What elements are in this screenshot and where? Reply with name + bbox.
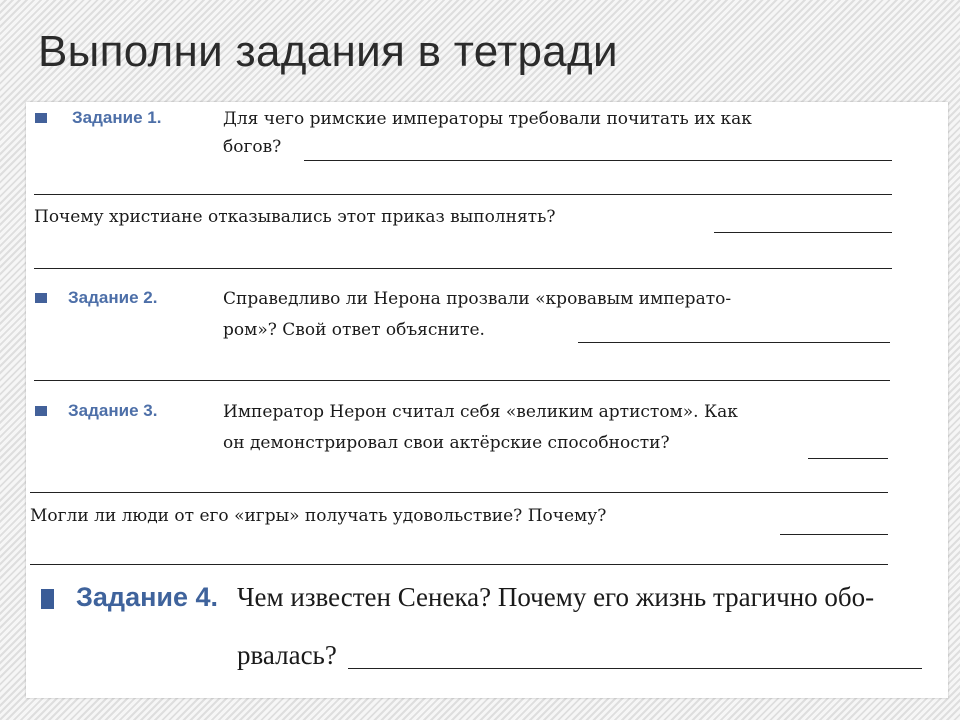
task-4-question-line-2: рвалась? [237,640,337,670]
task-2-question-line-1: Справедливо ли Нерона прозвали «кровавым императо- [223,289,732,309]
answer-line [34,268,892,269]
task-4-bullet [41,589,54,609]
task-3-followup: Могли ли люди от его «игры» получать удовольствие? Почему? [30,506,607,526]
task-1-followup: Почему христиане отказывались этот приказ выполнять? [34,207,556,227]
task-3-bullet [35,406,47,416]
answer-line [30,492,888,493]
answer-line [348,668,922,669]
task-2-bullet [35,293,47,303]
answer-line [304,160,892,161]
task-1-bullet [35,113,47,123]
task-1-question-line-1: Для чего римские императоры требовали почитать их как [223,109,752,129]
task-2-label: Задание 2. [68,288,158,307]
answer-line [34,380,890,381]
answer-line [714,232,892,233]
task-1-label: Задание 1. [72,108,162,127]
task-3-label: Задание 3. [68,401,158,420]
task-2-question-line-2: ром»? Свой ответ объясните. [223,320,485,340]
answer-line [34,194,892,195]
task-3-question-line-1: Император Нерон считал себя «великим артистом». Как [223,402,738,422]
task-3-question-line-2: он демонстрировал свои актёрские способности? [223,433,670,453]
answer-line [30,564,888,565]
answer-line [808,458,888,459]
slide-title: Выполни задания в тетради [38,27,618,76]
task-4-label: Задание 4. [76,582,219,612]
task-4-question-line-1: Чем известен Сенека? Почему его жизнь трагично обо- [237,582,875,612]
task-1-question-line-2: богов? [223,137,282,157]
answer-line [578,342,890,343]
answer-line [780,534,888,535]
worksheet-page [26,102,948,698]
